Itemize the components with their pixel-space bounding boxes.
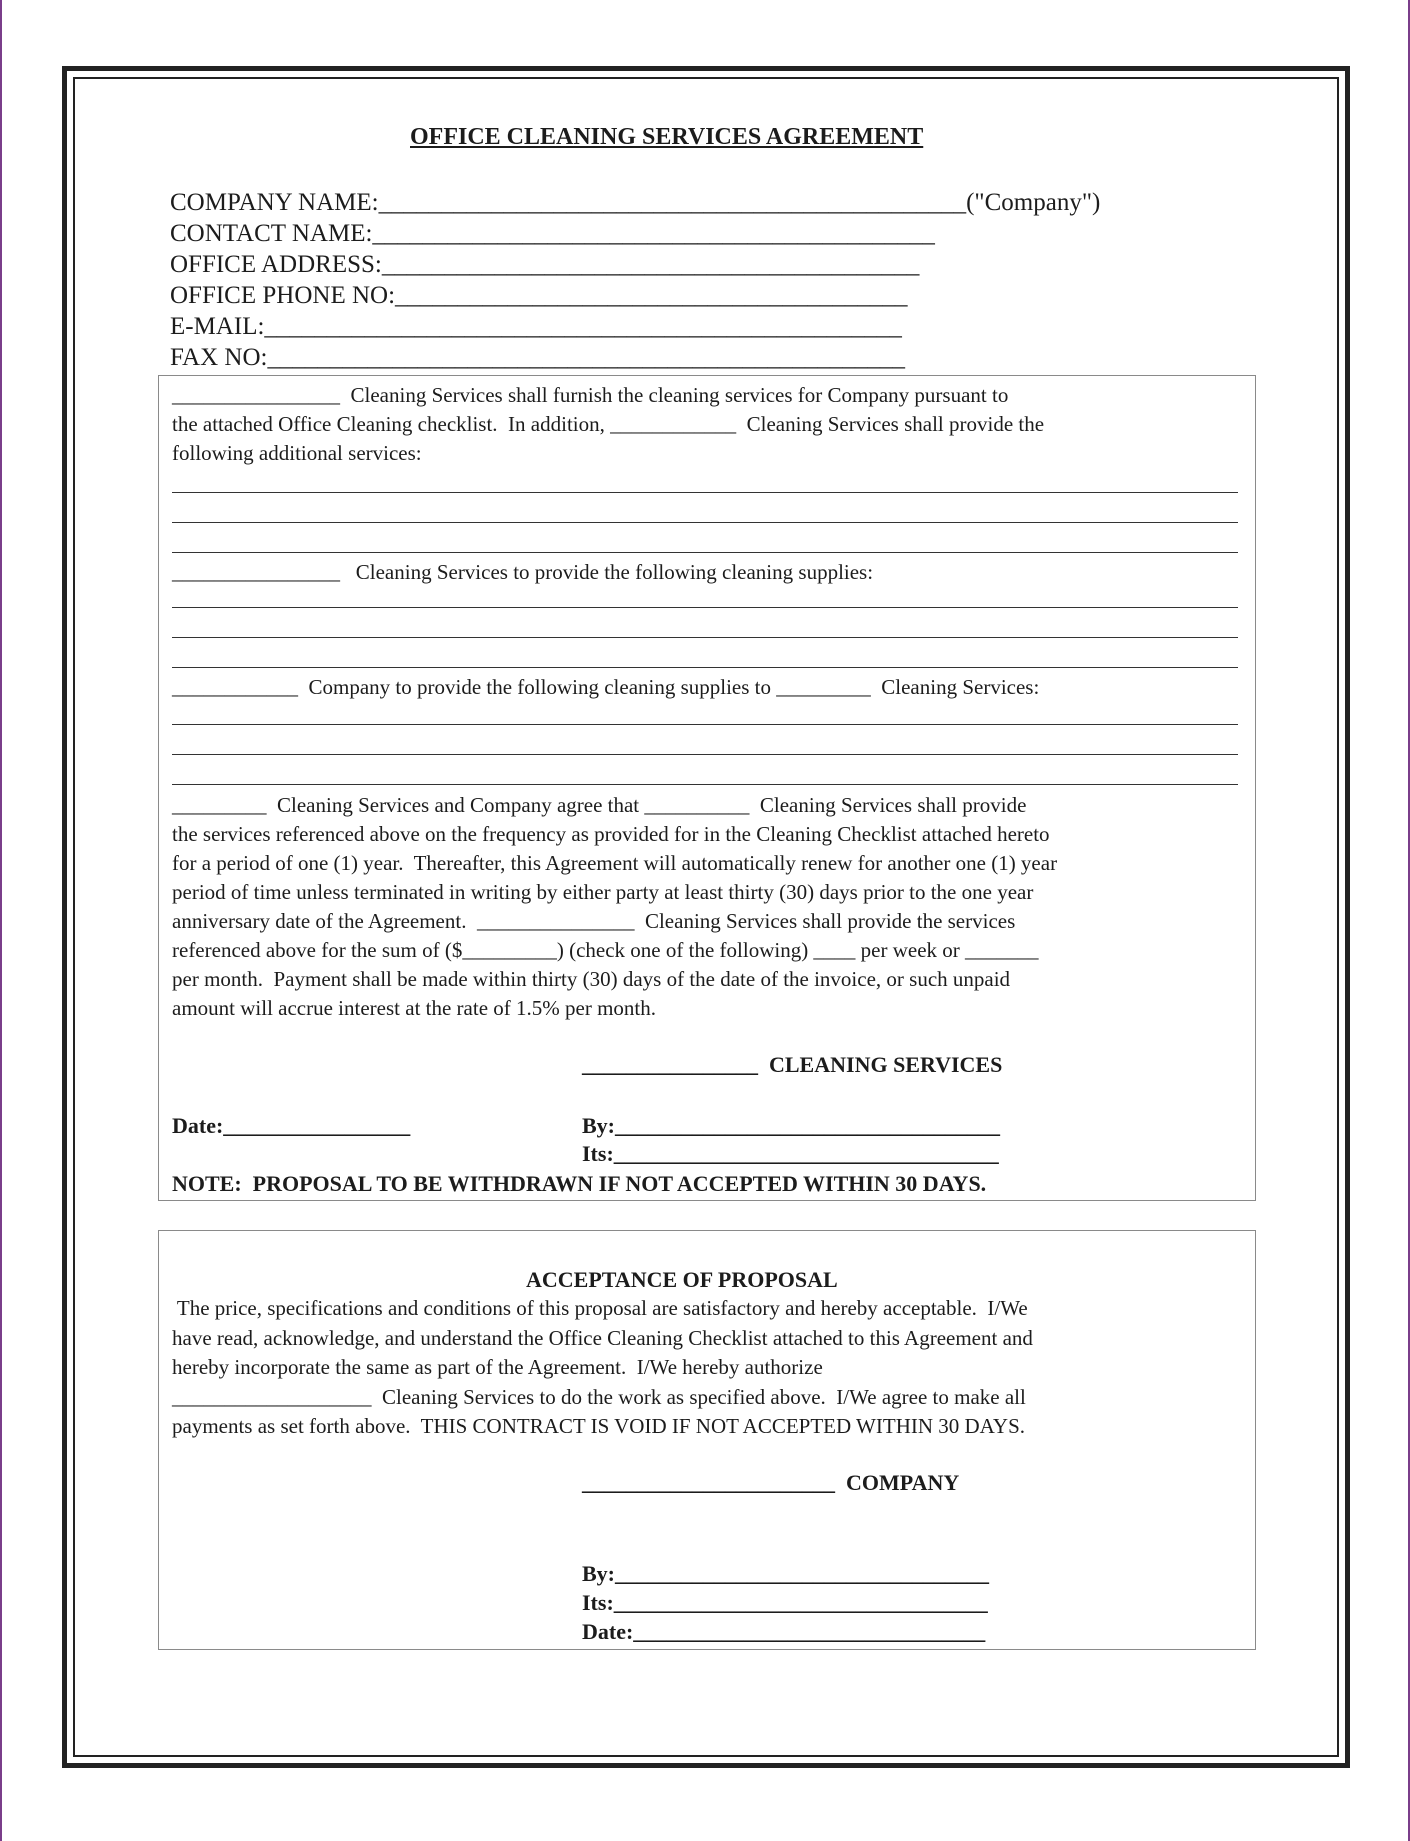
- acceptance-line: ___________________ Cleaning Services to do the work as specified above. I/We agree to make all: [172, 1385, 1026, 1409]
- company-supplies-line[interactable]: [172, 724, 1238, 725]
- company-supplies-line[interactable]: [172, 754, 1238, 755]
- term-paragraph-line: _________ Cleaning Services and Company agree that __________ Cleaning Services shall provide: [172, 793, 1027, 817]
- acceptance-date-field[interactable]: Date:________________________________: [582, 1619, 986, 1644]
- term-paragraph-line: anniversary date of the Agreement. _______________ Cleaning Services shall provide the services: [172, 909, 1016, 933]
- services-supplies-line[interactable]: [172, 607, 1238, 608]
- email-field[interactable]: E-MAIL:___________________________________________________: [170, 313, 902, 340]
- term-paragraph-line: amount will accrue interest at the rate of 1.5% per month.: [172, 996, 656, 1020]
- services-supplies-line[interactable]: [172, 667, 1238, 668]
- additional-services-line[interactable]: [172, 552, 1238, 553]
- by-field[interactable]: By:___________________________________: [582, 1113, 1000, 1138]
- contact-name-field[interactable]: CONTACT NAME:_____________________________________________: [170, 220, 935, 247]
- term-paragraph-line: referenced above for the sum of ($_________) (check one of the following) ____ per week or _______: [172, 938, 1039, 962]
- withdrawal-note: NOTE: PROPOSAL TO BE WITHDRAWN IF NOT ACCEPTED WITHIN 30 DAYS.: [172, 1171, 987, 1196]
- acceptance-its-field[interactable]: Its:__________________________________: [582, 1590, 988, 1615]
- company-name-field[interactable]: COMPANY NAME:_______________________________________________("Company"): [170, 189, 1101, 216]
- supplies-by-services-label: ________________ Cleaning Services to provide the following cleaning supplies:: [172, 560, 874, 584]
- services-paragraph-line: following additional services:: [172, 441, 422, 465]
- supplies-by-company-label: ____________ Company to provide the following cleaning supplies to _________ Cleaning Services:: [172, 675, 1040, 699]
- acceptance-heading: ACCEPTANCE OF PROPOSAL: [526, 1267, 838, 1292]
- services-paragraph-line: the attached Office Cleaning checklist. In addition, ____________ Cleaning Services shall provide the: [172, 412, 1045, 436]
- acceptance-line: The price, specifications and conditions of this proposal are satisfactory and hereby acceptable. I/We: [172, 1296, 1028, 1320]
- services-supplies-line[interactable]: [172, 637, 1238, 638]
- fax-field[interactable]: FAX NO:___________________________________________________: [170, 344, 905, 371]
- additional-services-line[interactable]: [172, 522, 1238, 523]
- document-title: OFFICE CLEANING SERVICES AGREEMENT: [410, 124, 924, 150]
- acceptance-line: hereby incorporate the same as part of the Agreement. I/We hereby authorize: [172, 1355, 823, 1379]
- its-field[interactable]: Its:___________________________________: [582, 1141, 999, 1166]
- term-paragraph-line: the services referenced above on the frequency as provided for in the Cleaning Checklist attached hereto: [172, 822, 1050, 846]
- office-address-field[interactable]: OFFICE ADDRESS:___________________________________________: [170, 251, 920, 278]
- cleaning-services-signature-line[interactable]: ________________ CLEANING SERVICES: [582, 1052, 1003, 1077]
- agreement-terms-box: [158, 375, 1256, 1201]
- acceptance-by-field[interactable]: By:__________________________________: [582, 1561, 989, 1586]
- acceptance-line: have read, acknowledge, and understand the Office Cleaning Checklist attached to this Agreement and: [172, 1326, 1033, 1350]
- acceptance-box: [158, 1230, 1256, 1650]
- term-paragraph-line: for a period of one (1) year. Thereafter, this Agreement will automatically renew for another one (1) year: [172, 851, 1058, 875]
- office-phone-field[interactable]: OFFICE PHONE NO:_________________________________________: [170, 282, 908, 309]
- term-paragraph-line: per month. Payment shall be made within thirty (30) days of the date of the invoice, or such unpaid: [172, 967, 1011, 991]
- date-field[interactable]: Date:_________________: [172, 1113, 411, 1138]
- acceptance-line: payments as set forth above. THIS CONTRACT IS VOID IF NOT ACCEPTED WITHIN 30 DAYS.: [172, 1414, 1026, 1438]
- services-paragraph-line: ________________ Cleaning Services shall furnish the cleaning services for Company pursuant to: [172, 383, 1009, 407]
- term-paragraph-line: period of time unless terminated in writing by either party at least thirty (30) days prior to the one year: [172, 880, 1034, 904]
- additional-services-line[interactable]: [172, 492, 1238, 493]
- company-signature-line[interactable]: _______________________ COMPANY: [582, 1470, 960, 1495]
- company-supplies-line[interactable]: [172, 784, 1238, 785]
